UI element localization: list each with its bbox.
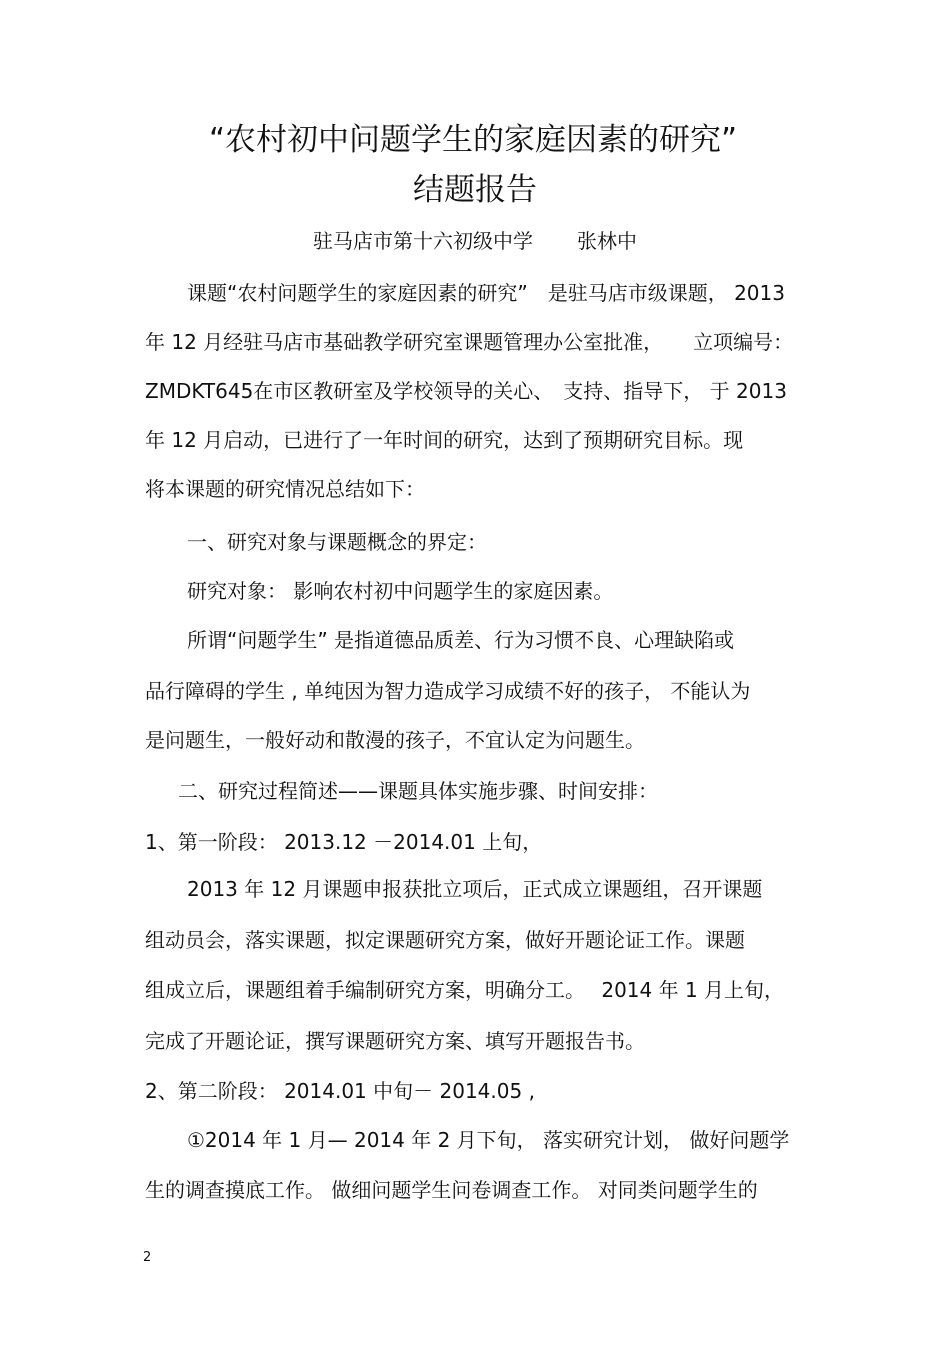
paragraph-line: 组动员会，落实课题，拟定课题研究方案，做好开题论证工作。课题 (145, 928, 745, 952)
author-name: 张林中 (577, 229, 637, 253)
paragraph-line: 所谓“问题学生” 是指道德品质差、行为习惯不良、心理缺陷或 (187, 628, 735, 652)
page-number: 2 (143, 1250, 152, 1265)
paragraph-line: 完成了开题论证，撰写课题研究方案、填写开题报告书。 (145, 1029, 645, 1053)
stage-heading: 1、第一阶段： 2013.12 －2014.01 上旬， (145, 830, 543, 854)
stage-heading: 2、第二阶段： 2014.01 中旬－ 2014.05 , (145, 1079, 535, 1103)
paragraph-line: 课题“农村问题学生的家庭因素的研究” 是驻马店市级课题， 2013 (187, 281, 785, 305)
paragraph-line: 研究对象： 影响农村初中问题学生的家庭因素。 (187, 579, 614, 603)
paragraph-line: ①2014 年 1 月— 2014 年 2 月下旬， 落实研究计划， 做好问题学 (187, 1128, 790, 1152)
paragraph-line: 品行障碍的学生 , 单纯因为智力造成学习成绩不好的孩子， 不能认为 (145, 679, 751, 703)
paragraph-line: 是问题生，一般好动和散漫的孩子，不宜认定为问题生。 (145, 728, 645, 752)
paragraph-line: 年 12 月启动，已进行了一年时间的研究，达到了预期研究目标。现 (145, 428, 744, 452)
section-heading: 二、研究过程简述——课题具体实施步骤、时间安排： (178, 779, 658, 803)
section-heading: 一、研究对象与课题概念的界定： (187, 530, 487, 554)
paragraph-line: ZMDKT645在市区教研室及学校领导的关心、 支持、指导下， 于 2013 (145, 379, 787, 403)
author-line (0, 226, 950, 256)
paragraph-line: 将本课题的研究情况总结如下： (145, 477, 425, 501)
document-subtitle: 结题报告 (413, 172, 537, 208)
paragraph-line: 年 12 月经驻马店市基础教学研究室课题管理办公室批准， 立项编号： (145, 330, 794, 354)
paragraph-line: 组成立后，课题组着手编制研究方案，明确分工。 2014 年 1 月上旬， (145, 978, 785, 1002)
paragraph-line: 生的调查摸底工作。 做细问题学生问卷调查工作。 对同类问题学生的 (145, 1178, 758, 1202)
paragraph-line: 2013 年 12 月课题申报获批立项后，正式成立课题组，召开课题 (187, 877, 763, 901)
document-title: “农村初中问题学生的家庭因素的研究” (208, 122, 738, 158)
author-school: 驻马店市第十六初级中学 (313, 229, 533, 253)
